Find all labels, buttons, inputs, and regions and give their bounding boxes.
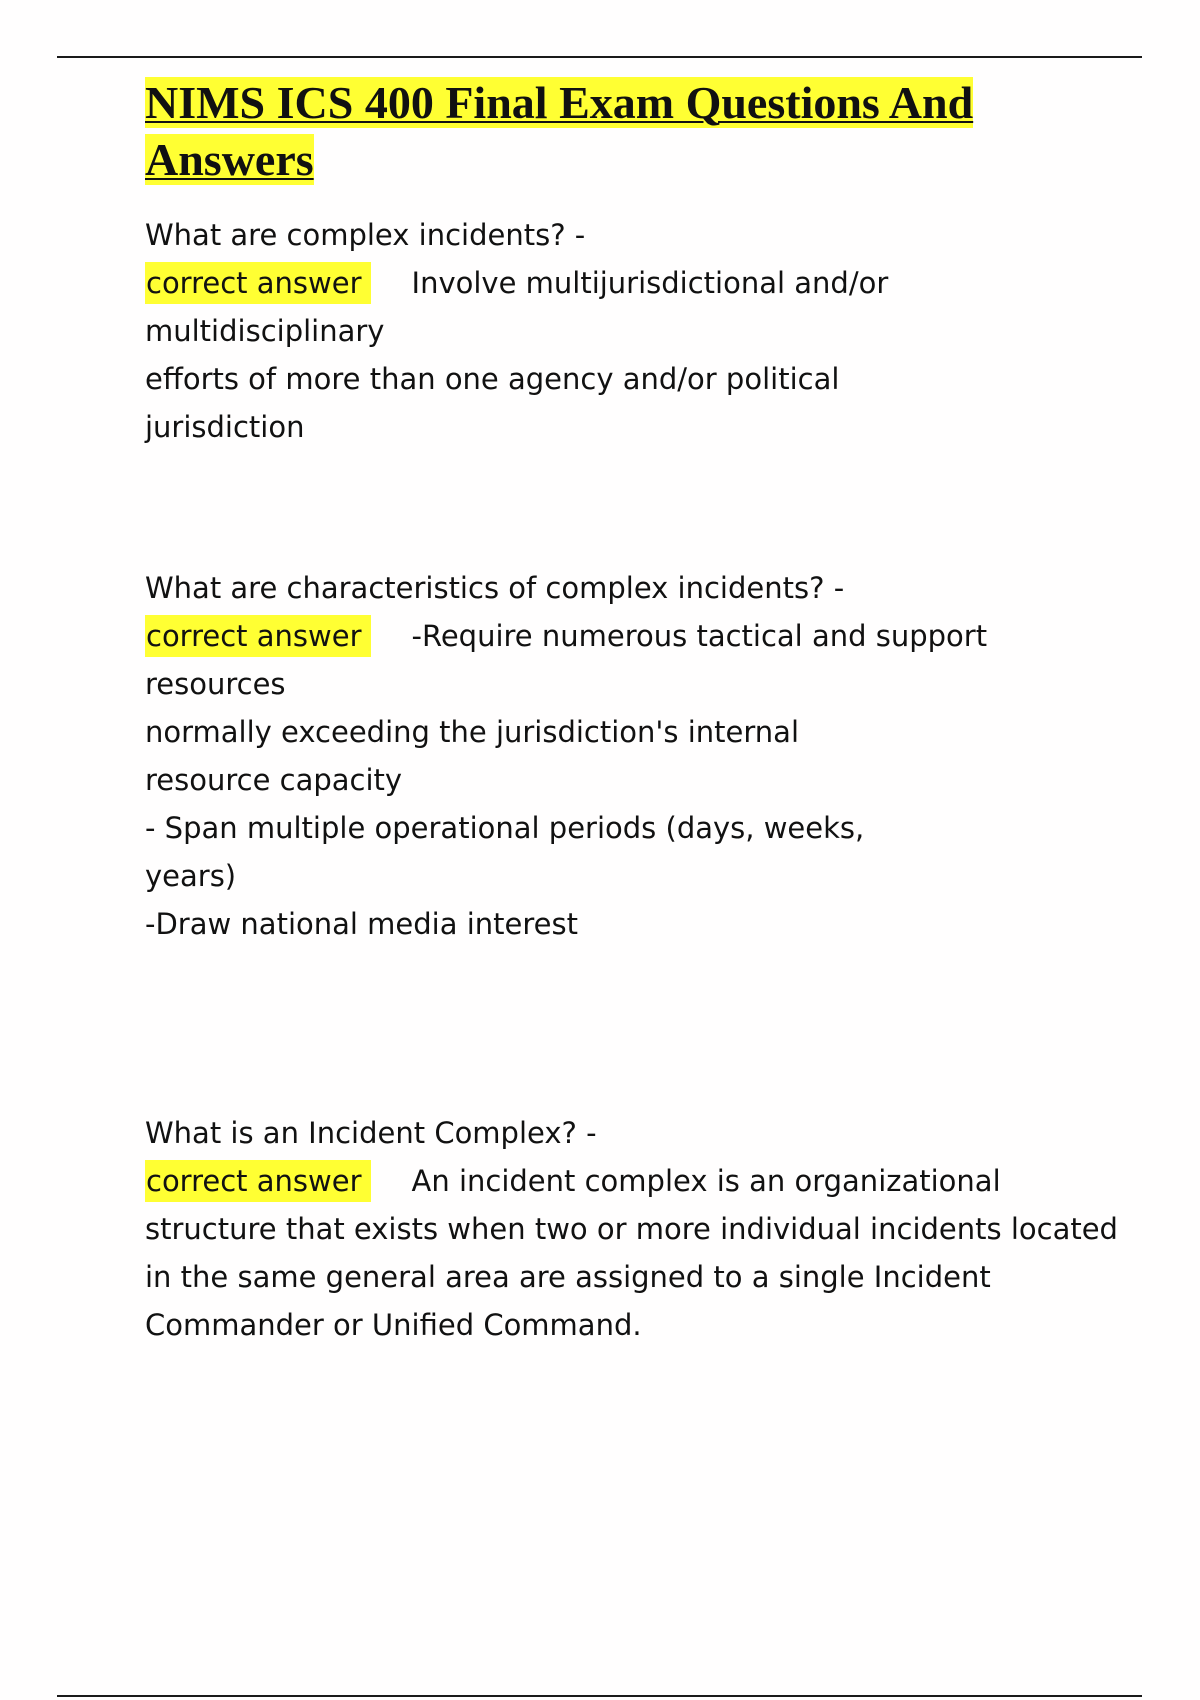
answer-continuation: resources [145,667,286,701]
answer-text: Involve multijurisdictional and/or [411,266,889,300]
answer-extra-line: normally exceeding the jurisdiction's internal [145,715,800,749]
bottom-rule [57,1695,1142,1697]
correct-answer-tag: correct answer [145,262,371,304]
answer-extra-line: jurisdiction [145,410,305,444]
answer-continuation: in the same general area are assigned to a single Incident [145,1260,991,1294]
answer-continuation: Commander or Unified Command. [145,1308,642,1342]
correct-answer-tag: correct answer [145,1160,371,1202]
answer-text: An incident complex is an organizational [411,1164,1001,1198]
answer-extra-line: efforts of more than one agency and/or political [145,362,840,396]
answer-extra-line: resource capacity [145,763,403,797]
answer-text: -Require numerous tactical and support [411,619,988,653]
answer-extra-line: - Span multiple operational periods (days, weeks, [145,811,865,845]
correct-answer-tag: correct answer [145,615,371,657]
qa-block-3 [145,1109,1118,1349]
question-text: What are characteristics of complex incidents? - [145,571,845,605]
answer-line [145,1157,1118,1205]
page-title [145,74,1045,188]
answer-line [145,612,987,660]
answer-continuation: structure that exists when two or more individual incidents located [145,1212,1118,1246]
answer-extra-line: -Draw national media interest [145,907,578,941]
title-line-2: Answers [145,134,314,185]
answer-extra-line: years) [145,859,237,893]
qa-block-1 [145,211,888,451]
question-text: What are complex incidents? - [145,218,586,252]
answer-line [145,259,888,307]
answer-continuation: multidisciplinary [145,314,385,348]
qa-block-2 [145,564,987,948]
top-rule [57,56,1142,58]
question-text: What is an Incident Complex? - [145,1116,597,1150]
title-line-1: NIMS ICS 400 Final Exam Questions And [145,77,974,128]
